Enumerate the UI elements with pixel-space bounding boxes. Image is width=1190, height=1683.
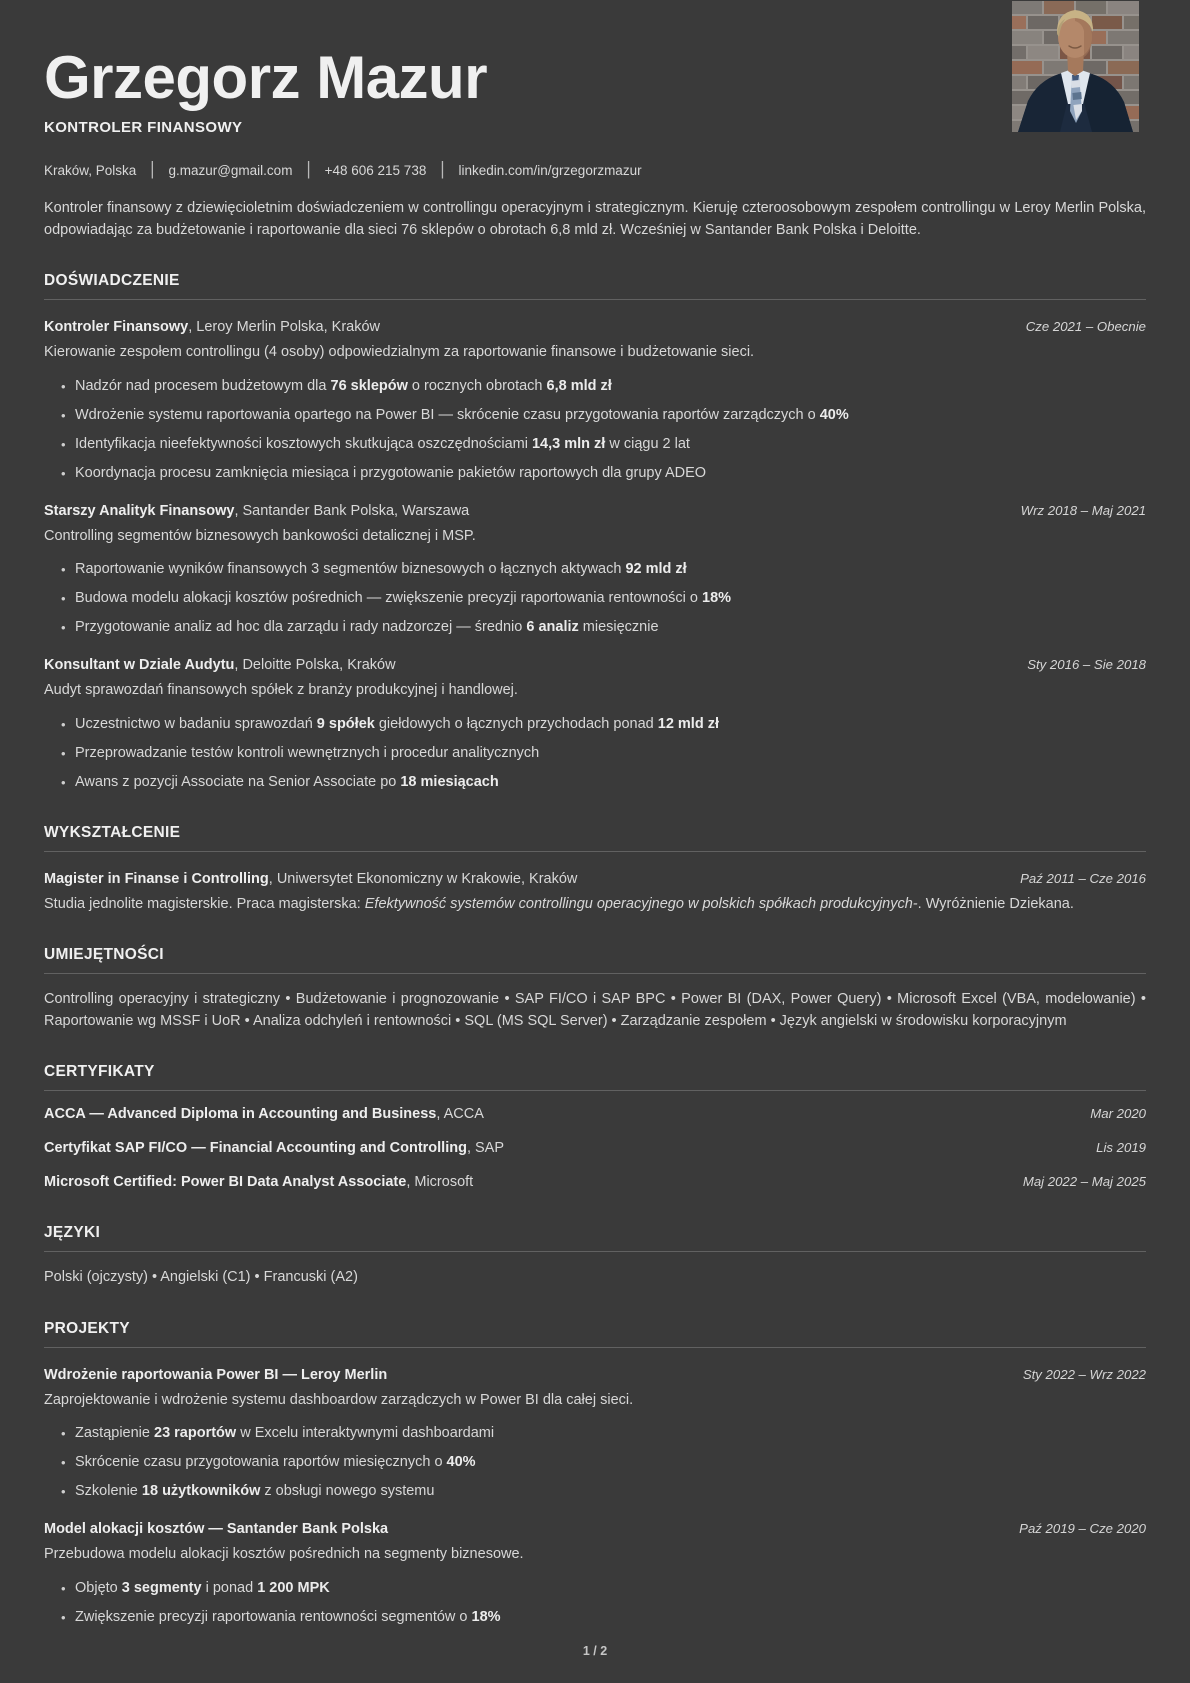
bullet-item: • Raportowanie wyników finansowych 3 segmentów biznesowych o łącznych aktywach 92 mld zł <box>44 559 1146 580</box>
bullet-item: • Skrócenie czasu przygotowania raportów miesięcznych o 40% <box>44 1452 1146 1473</box>
bullet-item: • Budowa modelu alokacji kosztów pośrednich — zwiększenie precyzji raportowania rentowności o 18% <box>44 588 1146 609</box>
entry-title: Starszy Analityk Finansowy <box>44 502 235 519</box>
bullet-item: • Awans z pozycji Associate na Senior Associate po 18 miesiącach <box>44 772 1146 793</box>
page-title: Grzegorz Mazur <box>44 44 488 111</box>
contact-separator: | <box>440 159 445 180</box>
entry-description: Controlling segmentów biznesowych bankowości detalicznej i MSP. <box>44 527 476 544</box>
entry-title-line <box>44 1104 484 1125</box>
entry-title-line <box>44 1365 387 1386</box>
certificate-entry <box>44 1172 1146 1193</box>
entry-description: Audyt sprawozdań finansowych spółek z branży produkcyjnej i handlowej. <box>44 682 518 698</box>
entry-dates: Sty 2022 – Wrz 2022 <box>1022 1366 1146 1382</box>
bullet-item: • Identyfikacja nieefektywności kosztowych skutkująca oszczędnościami 14,3 mln zł w ciągu 2 lat <box>44 434 1146 455</box>
entry-title-line <box>44 1519 388 1540</box>
bullet-item: • Objęto 3 segmenty i ponad 1 200 MPK <box>44 1578 1146 1599</box>
page-number: 1 / 2 <box>582 1644 608 1658</box>
sections-container <box>44 272 1146 1628</box>
section-divider <box>44 299 1146 300</box>
section-divider <box>44 1251 1146 1252</box>
entry-head <box>44 655 1146 676</box>
entry-title-line <box>44 869 577 890</box>
bullet-item: • Zwiększenie precyzji raportowania rentowności segmentów o 18% <box>44 1607 1146 1628</box>
entry-company: , Deloitte Polska, Kraków <box>234 657 396 673</box>
entry-title: Wdrożenie raportowania Power BI — Leroy Merlin <box>44 1366 388 1383</box>
bullet-item: • Uczestnictwo w badaniu sprawozdań 9 spółek giełdowych o łącznych przychodach ponad 12 mld zł <box>44 714 1146 735</box>
bullet-list <box>44 1578 1146 1628</box>
section-divider <box>44 973 1146 974</box>
entry-dates: Mar 2020 <box>1090 1106 1146 1121</box>
page-footer <box>0 1644 1190 1658</box>
section-divider <box>44 1090 1146 1091</box>
contact-line <box>44 161 1146 179</box>
entry-head <box>44 317 1146 338</box>
entry-description: Przebudowa modelu alokacji kosztów pośrednich na segmenty biznesowe. <box>44 1546 524 1562</box>
section-education <box>44 824 1146 916</box>
certificate-entry <box>44 1104 1146 1125</box>
skills-heading: UMIEJĘTNOŚCI <box>44 946 164 963</box>
entry-company: , SAP <box>466 1140 505 1156</box>
contact-separator: | <box>306 159 311 180</box>
entry-description: Studia jednolite magisterskie. Praca magisterska: Efektywność systemów controllingu operacyjnego w polskich spółkach produkcyjnych-. Wyróżnienie Dziekana. <box>44 895 1074 912</box>
bullet-item: • Nadzór nad procesem budżetowym dla 76 sklepów o rocznych obrotach 6,8 mld zł <box>44 376 1146 397</box>
certificates-heading: CERTYFIKATY <box>44 1063 155 1080</box>
profile-photo <box>1012 1 1139 132</box>
entry-company: , Santander Bank Polska, Warszawa <box>234 502 470 519</box>
entry-head <box>44 501 1146 522</box>
entry-company: , Uniwersytet Ekonomiczny w Krakowie, Kraków <box>268 870 578 887</box>
section-divider <box>44 851 1146 852</box>
entry-dates: Cze 2021 – Obecnie <box>1025 319 1146 334</box>
entry-dates: Lis 2019 <box>1096 1140 1146 1155</box>
contact-item-linkedin: linkedin.com/in/grzegorzmazur <box>458 162 642 178</box>
entry-title: Konsultant w Dziale Audytu <box>44 657 235 673</box>
entry-title-line <box>44 501 469 522</box>
entry-head <box>44 1172 1146 1193</box>
entry-title-line <box>44 1172 473 1193</box>
entry-title: Kontroler Finansowy <box>44 319 189 335</box>
bullet-item: • Przeprowadzanie testów kontroli wewnętrznych i procedur analitycznych <box>44 743 1146 764</box>
languages-text: Polski (ojczysty) • Angielski (C1) • Francuski (A2) <box>44 1269 358 1285</box>
skills-text: Controlling operacyjny i strategiczny • Budżetowanie i prognozowanie • SAP FI/CO i SAP BPC • Power BI (DAX, Power Query) • Microsoft Excel (VBA, modelowanie) • Raportowanie wg MSSF i UoR • Analiza odchyleń i rentowności • SQL (MS SQL Server) • Zarządzanie zespołem • Język angielski w środowisku korporacyjnym <box>44 991 1146 1029</box>
entry-title-line <box>44 1138 504 1159</box>
entry-dates: Paź 2019 – Cze 2020 <box>1019 1521 1146 1536</box>
education-entry <box>44 869 1146 916</box>
experience-entry <box>44 501 1146 639</box>
contact-item-email: g.mazur@gmail.com <box>168 162 293 178</box>
bullet-item: • Przygotowanie analiz ad hoc dla zarządu i rady nadzorczej — średnio 6 analiz miesięcznie <box>44 617 1146 638</box>
bullet-item: • Wdrożenie systemu raportowania opartego na Power BI — skrócenie czasu przygotowania raportów zarządczych o 40% <box>44 405 1146 426</box>
bullet-item: • Koordynacja procesu zamknięcia miesiąca i przygotowanie pakietów raportowych dla grupy ADEO <box>44 463 1146 484</box>
job-title: KONTROLER FINANSOWY <box>44 119 243 136</box>
entry-title: Model alokacji kosztów — Santander Bank Polska <box>44 1521 389 1537</box>
entry-title-line <box>44 655 396 676</box>
entry-dates: Wrz 2018 – Maj 2021 <box>1020 502 1146 518</box>
experience-entry <box>44 317 1146 484</box>
resume-header <box>44 0 1146 241</box>
entry-title: ACCA — Advanced Diploma in Accounting and Business <box>44 1106 437 1122</box>
bullet-item: • Szkolenie 18 użytkowników z obsługi nowego systemu <box>44 1481 1146 1502</box>
bullet-list <box>44 714 1146 793</box>
contact-item-phone: +48 606 215 738 <box>324 162 427 178</box>
section-certificates <box>44 1063 1146 1193</box>
entry-title: Microsoft Certified: Power BI Data Analyst Associate <box>44 1174 407 1190</box>
summary: Kontroler finansowy z dziewięcioletnim doświadczeniem w controllingu operacyjnym i strategicznym. Kieruję czteroosobowym zespołem controllingu w Leroy Merlin Polska, odpowiadając za budżetowanie i raportowanie dla sieci 76 sklepów o obrotach 6,8 mld zł. Wcześniej w Santander Bank Polska i Deloitte. <box>44 200 1146 238</box>
experience-entry <box>44 655 1146 793</box>
entry-title: Magister in Finanse i Controlling <box>44 870 269 887</box>
entry-dates: Maj 2022 – Maj 2025 <box>1022 1174 1146 1189</box>
entry-head <box>44 1104 1146 1125</box>
entry-description: Kierowanie zespołem controllingu (4 osoby) odpowiedzialnym za raportowanie finansowe i budżetowanie sieci. <box>44 344 755 360</box>
section-languages <box>44 1224 1146 1289</box>
entry-head <box>44 1519 1146 1540</box>
experience-heading: DOŚWIADCZENIE <box>44 272 180 289</box>
section-skills <box>44 946 1146 1032</box>
entry-head <box>44 1138 1146 1159</box>
entry-dates: Sty 2016 – Sie 2018 <box>1027 657 1146 672</box>
entry-dates: Paź 2011 – Cze 2016 <box>1020 870 1146 886</box>
profile-photo-image <box>1012 1 1139 132</box>
contact-item-location: Kraków, Polska <box>44 162 137 178</box>
bullet-list <box>44 1423 1146 1502</box>
education-heading: WYKSZTAŁCENIE <box>44 823 181 841</box>
section-experience <box>44 272 1146 793</box>
entry-head <box>44 1365 1146 1386</box>
entry-title-line <box>44 317 380 338</box>
bullet-item: • Zastąpienie 23 raportów w Excelu interaktywnymi dashboardami <box>44 1423 1146 1444</box>
entry-company: , ACCA <box>436 1106 484 1122</box>
project-entry <box>44 1365 1146 1503</box>
project-entry <box>44 1519 1146 1628</box>
contact-separator: | <box>150 159 155 180</box>
bullet-list <box>44 559 1146 638</box>
bullet-list <box>44 376 1146 484</box>
languages-heading: JĘZYKI <box>44 1224 101 1241</box>
entry-head <box>44 869 1146 890</box>
entry-company: , Leroy Merlin Polska, Kraków <box>188 319 381 335</box>
entry-description: Zaprojektowanie i wdrożenie systemu dashboardow zarządczych w Power BI dla całej sieci. <box>44 1391 634 1408</box>
section-projects <box>44 1320 1146 1628</box>
projects-heading: PROJEKTY <box>44 1319 130 1337</box>
certificate-entry <box>44 1138 1146 1159</box>
entry-company: , Microsoft <box>406 1174 474 1190</box>
entry-title: Certyfikat SAP FI/CO — Financial Accounting and Controlling <box>44 1140 467 1156</box>
section-divider <box>44 1347 1146 1348</box>
